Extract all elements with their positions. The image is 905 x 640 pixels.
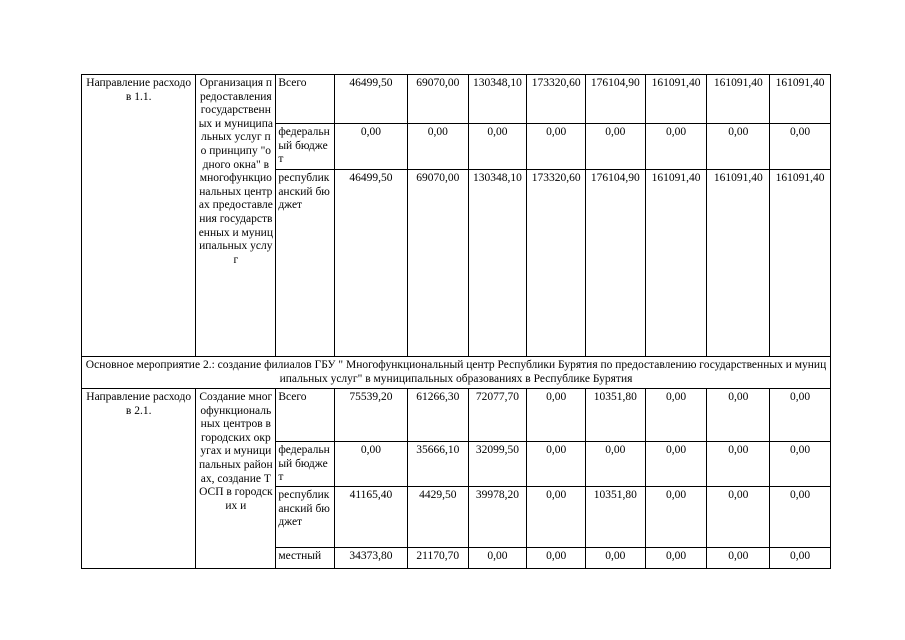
value-cell: 21170,70	[407, 548, 468, 569]
value-cell: 32099,50	[468, 442, 527, 487]
value-cell: 0,00	[527, 548, 586, 569]
main-event-heading: Основное мероприятие 2.: создание филиалов ГБУ " Многофункциональный центр Республики Бурятия по предоставлению государственных и муниципальных услуг" в муниципальных образованиях в Республике Бурятия	[82, 357, 831, 389]
value-cell: 41165,40	[335, 487, 408, 548]
value-cell: 0,00	[586, 124, 646, 170]
value-cell: 0,00	[645, 442, 707, 487]
value-cell: 0,00	[645, 548, 707, 569]
table-row	[82, 75, 831, 124]
value-cell: 0,00	[527, 487, 586, 548]
funding-source-cell: местный	[276, 548, 335, 569]
activity-description-cell: Организация предоставления государственных и муниципальных услуг по принципу "одного окна" в многофункциональных центрах предоставления государственных и муниципальных услуг	[196, 75, 276, 357]
expense-direction-cell: Направление расходов 2.1.	[82, 389, 196, 569]
value-cell: 130348,10	[468, 170, 527, 357]
value-cell: 72077,70	[468, 389, 527, 442]
value-cell: 46499,50	[335, 170, 408, 357]
value-cell: 0,00	[407, 124, 468, 170]
value-cell: 46499,50	[335, 75, 408, 124]
value-cell: 4429,50	[407, 487, 468, 548]
value-cell: 0,00	[770, 124, 831, 170]
value-cell: 0,00	[586, 442, 646, 487]
value-cell: 10351,80	[586, 389, 646, 442]
table-row	[82, 389, 831, 442]
funding-source-cell: федеральный бюджет	[276, 124, 335, 170]
value-cell: 173320,60	[527, 170, 586, 357]
value-cell: 69070,00	[407, 170, 468, 357]
value-cell: 39978,20	[468, 487, 527, 548]
table-row	[82, 357, 831, 389]
funding-source-cell: Всего	[276, 75, 335, 124]
value-cell: 0,00	[770, 548, 831, 569]
value-cell: 161091,40	[770, 170, 831, 357]
value-cell: 0,00	[707, 124, 770, 170]
value-cell: 161091,40	[645, 75, 707, 124]
value-cell: 161091,40	[707, 75, 770, 124]
value-cell: 161091,40	[770, 75, 831, 124]
value-cell: 0,00	[468, 124, 527, 170]
value-cell: 34373,80	[335, 548, 408, 569]
funding-source-cell: Всего	[276, 389, 335, 442]
value-cell: 0,00	[645, 487, 707, 548]
value-cell: 130348,10	[468, 75, 527, 124]
funding-source-cell: республиканский бюджет	[276, 170, 335, 357]
value-cell: 0,00	[707, 442, 770, 487]
funding-source-cell: федеральный бюджет	[276, 442, 335, 487]
value-cell: 0,00	[770, 389, 831, 442]
value-cell: 0,00	[770, 442, 831, 487]
value-cell: 0,00	[707, 389, 770, 442]
value-cell: 10351,80	[586, 487, 646, 548]
value-cell: 0,00	[468, 548, 527, 569]
value-cell: 0,00	[586, 548, 646, 569]
value-cell: 173320,60	[527, 75, 586, 124]
value-cell: 69070,00	[407, 75, 468, 124]
expense-direction-cell: Направление расходов 1.1.	[82, 75, 196, 357]
value-cell: 176104,90	[586, 170, 646, 357]
value-cell: 35666,10	[407, 442, 468, 487]
activity-description-cell: Создание многофункциональных центров в городских округах и муниципальных районах, создание ТОСП в городских и	[196, 389, 276, 569]
value-cell: 0,00	[707, 487, 770, 548]
value-cell: 0,00	[645, 389, 707, 442]
value-cell: 0,00	[707, 548, 770, 569]
value-cell: 161091,40	[645, 170, 707, 357]
budget-table	[81, 74, 831, 569]
value-cell: 161091,40	[707, 170, 770, 357]
value-cell: 75539,20	[335, 389, 408, 442]
value-cell: 0,00	[527, 442, 586, 487]
value-cell: 0,00	[335, 124, 408, 170]
value-cell: 61266,30	[407, 389, 468, 442]
value-cell: 0,00	[527, 124, 586, 170]
value-cell: 0,00	[335, 442, 408, 487]
value-cell: 0,00	[527, 389, 586, 442]
value-cell: 176104,90	[586, 75, 646, 124]
value-cell: 0,00	[770, 487, 831, 548]
value-cell: 0,00	[645, 124, 707, 170]
funding-source-cell: республиканский бюджет	[276, 487, 335, 548]
